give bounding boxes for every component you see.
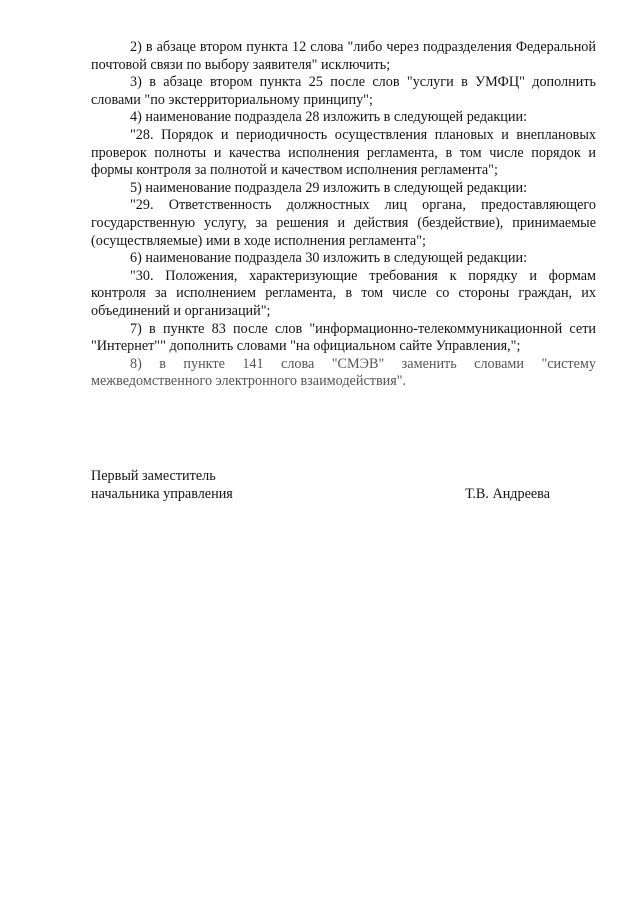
signatory-position-line2: начальника управления [91,486,233,502]
paragraph-item-8: 8) в пункте 141 слова "СМЭВ" заменить словами "систему межведомственного электронного взаимодействия". [91,355,596,390]
paragraph-item-5: 5) наименование подраздела 29 изложить в следующей редакции: [130,179,528,196]
paragraph-item-3: 3) в абзаце втором пункта 25 после слов "услуги в УМФЦ" дополнить словами "по экстерриториальному принципу"; [91,74,596,108]
paragraph-subsection-28-title: "28. Порядок и периодичность осуществления плановых и внеплановых проверок полноты и качества исполнения регламента, в том числе порядок и формы контроля за полнотой и качеством исполнения регламента"; [91,126,596,179]
paragraph-subsection-29-title: "29. Ответственность должностных лиц органа, предоставляющего государственную услугу, за решения и действия (бездействие), принимаемые (осуществляемые) ими в ходе исполнения регламента"; [91,197,596,249]
signatory-name: Т.В. Андреева [465,486,550,502]
paragraph-item-4: 4) наименование подраздела 28 изложить в следующей редакции: [130,109,528,126]
signatory-position-line1: Первый заместитель [91,468,216,484]
paragraph-item-7: 7) в пункте 83 после слов "информационно-телекоммуникационной сети "Интернет"" дополнить словами "на официальном сайте Управления,"; [91,320,596,355]
signature-line [91,485,550,503]
signature-block [91,467,550,503]
paragraph-subsection-30-title: "30. Положения, характеризующие требования к порядку и формам контроля за исполнением регламента, в том числе со стороны граждан, их объединений и организаций"; [91,267,596,319]
paragraph-item-2: 2) в абзаце втором пункта 12 слова "либо через подразделения Федеральной почтовой связи по выбору заявителя" исключить; [91,39,596,73]
document-body [91,39,596,391]
paragraph-item-6: 6) наименование подраздела 30 изложить в следующей редакции: [130,250,528,267]
